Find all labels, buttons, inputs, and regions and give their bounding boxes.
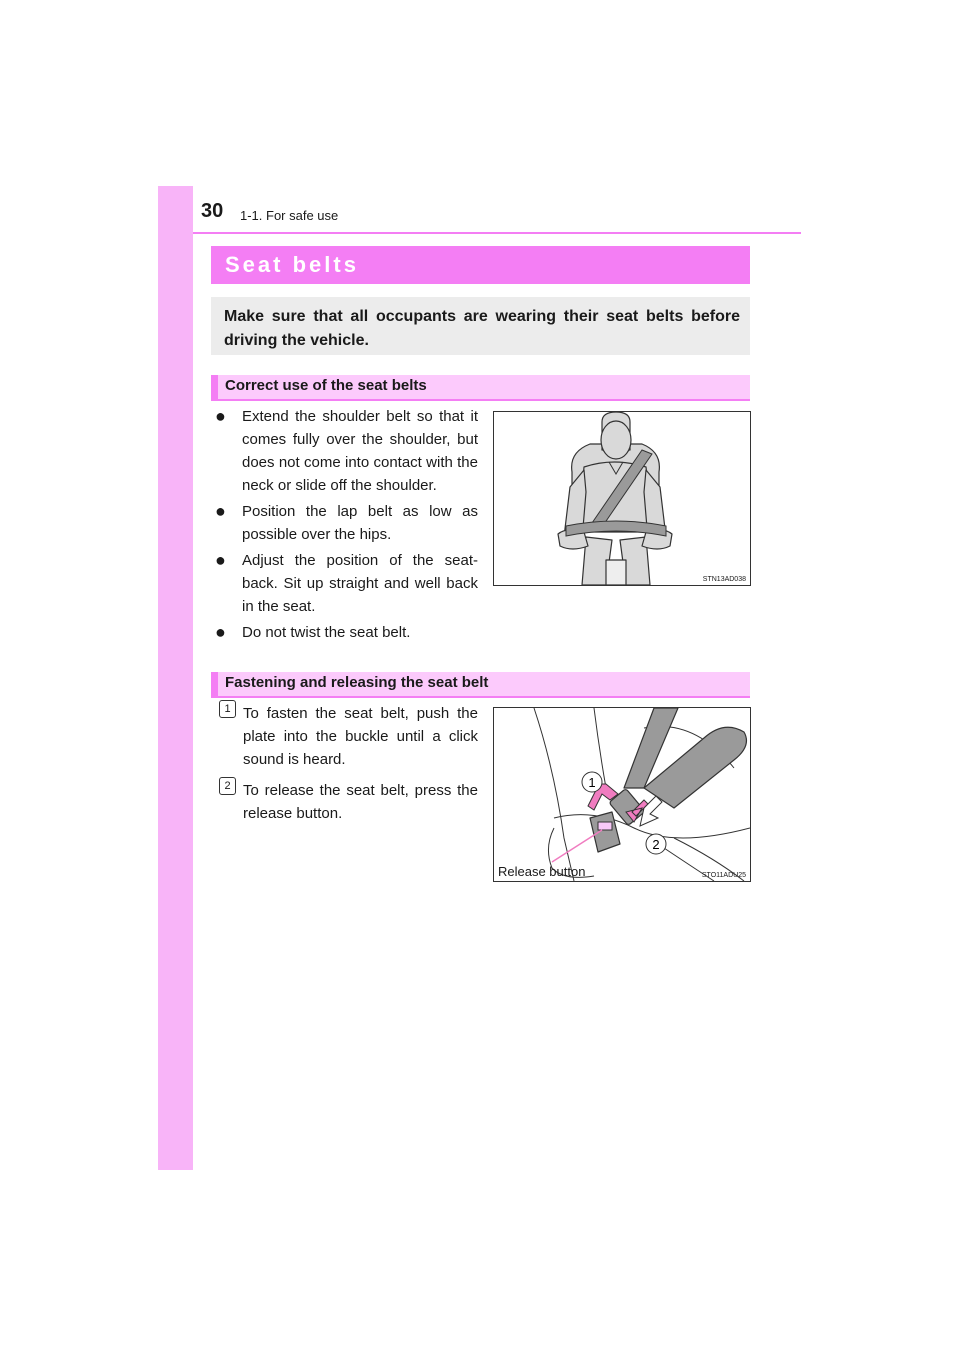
header-divider: [193, 232, 801, 234]
list-item-text: Position the lap belt as low as possible over the hips.: [242, 503, 478, 543]
callout-1-label: 1: [588, 775, 596, 790]
step-number-badge: 2: [219, 777, 236, 795]
release-button-label: Release button: [498, 864, 586, 879]
fastening-steps: [216, 702, 478, 833]
list-item: [213, 405, 478, 497]
buckle-illustration: [493, 707, 751, 882]
bullet-icon: ●: [215, 406, 226, 426]
step-item: [216, 702, 478, 771]
page-title: Seat belts: [225, 252, 359, 277]
bullet-icon: ●: [215, 622, 226, 642]
fastening-heading-label: Fastening and releasing the seat belt: [225, 674, 489, 691]
side-color-band: [158, 186, 193, 1170]
correct-use-heading: [211, 375, 750, 401]
correct-use-heading-label: Correct use of the seat belts: [225, 377, 427, 394]
figure-code: STN13AD038: [702, 576, 746, 583]
heading-accent: [211, 672, 218, 698]
seat-belt-buckle-icon: [494, 708, 750, 881]
list-item-text: Do not twist the seat belt.: [242, 624, 411, 641]
callout-2-label: 2: [652, 837, 660, 852]
page-number: 30: [201, 200, 224, 222]
intro-box: [211, 297, 750, 355]
title-bar: [211, 246, 750, 284]
step-text: To release the seat belt, press the release button.: [243, 782, 478, 822]
list-item: [213, 621, 478, 644]
step-number-badge: 1: [219, 700, 236, 718]
seat-belt-person-icon: [494, 412, 750, 585]
intro-text: Make sure that all occupants are wearing their seat belts before driving the vehicle.: [224, 308, 740, 349]
section-label: 1-1. For safe use: [240, 208, 339, 223]
fastening-heading: [211, 672, 750, 698]
heading-accent: [211, 375, 218, 401]
bullet-icon: ●: [215, 550, 226, 570]
list-item: [213, 500, 478, 546]
step-item: [216, 779, 478, 825]
correct-use-list: [213, 405, 478, 647]
seated-person-illustration: [493, 411, 751, 586]
list-item-text: Extend the shoulder belt so that it comes fully over the shoulder, but does not come into contact with the neck or slide off the shoulder.: [242, 408, 478, 494]
bullet-icon: ●: [215, 501, 226, 521]
step-text: To fasten the seat belt, push the plate into the buckle until a click sound is heard.: [243, 705, 478, 768]
list-item: [213, 549, 478, 618]
list-item-text: Adjust the position of the seat-back. Sit up straight and well back in the seat.: [242, 552, 478, 615]
figure-code: STO11ADU25: [701, 872, 746, 879]
